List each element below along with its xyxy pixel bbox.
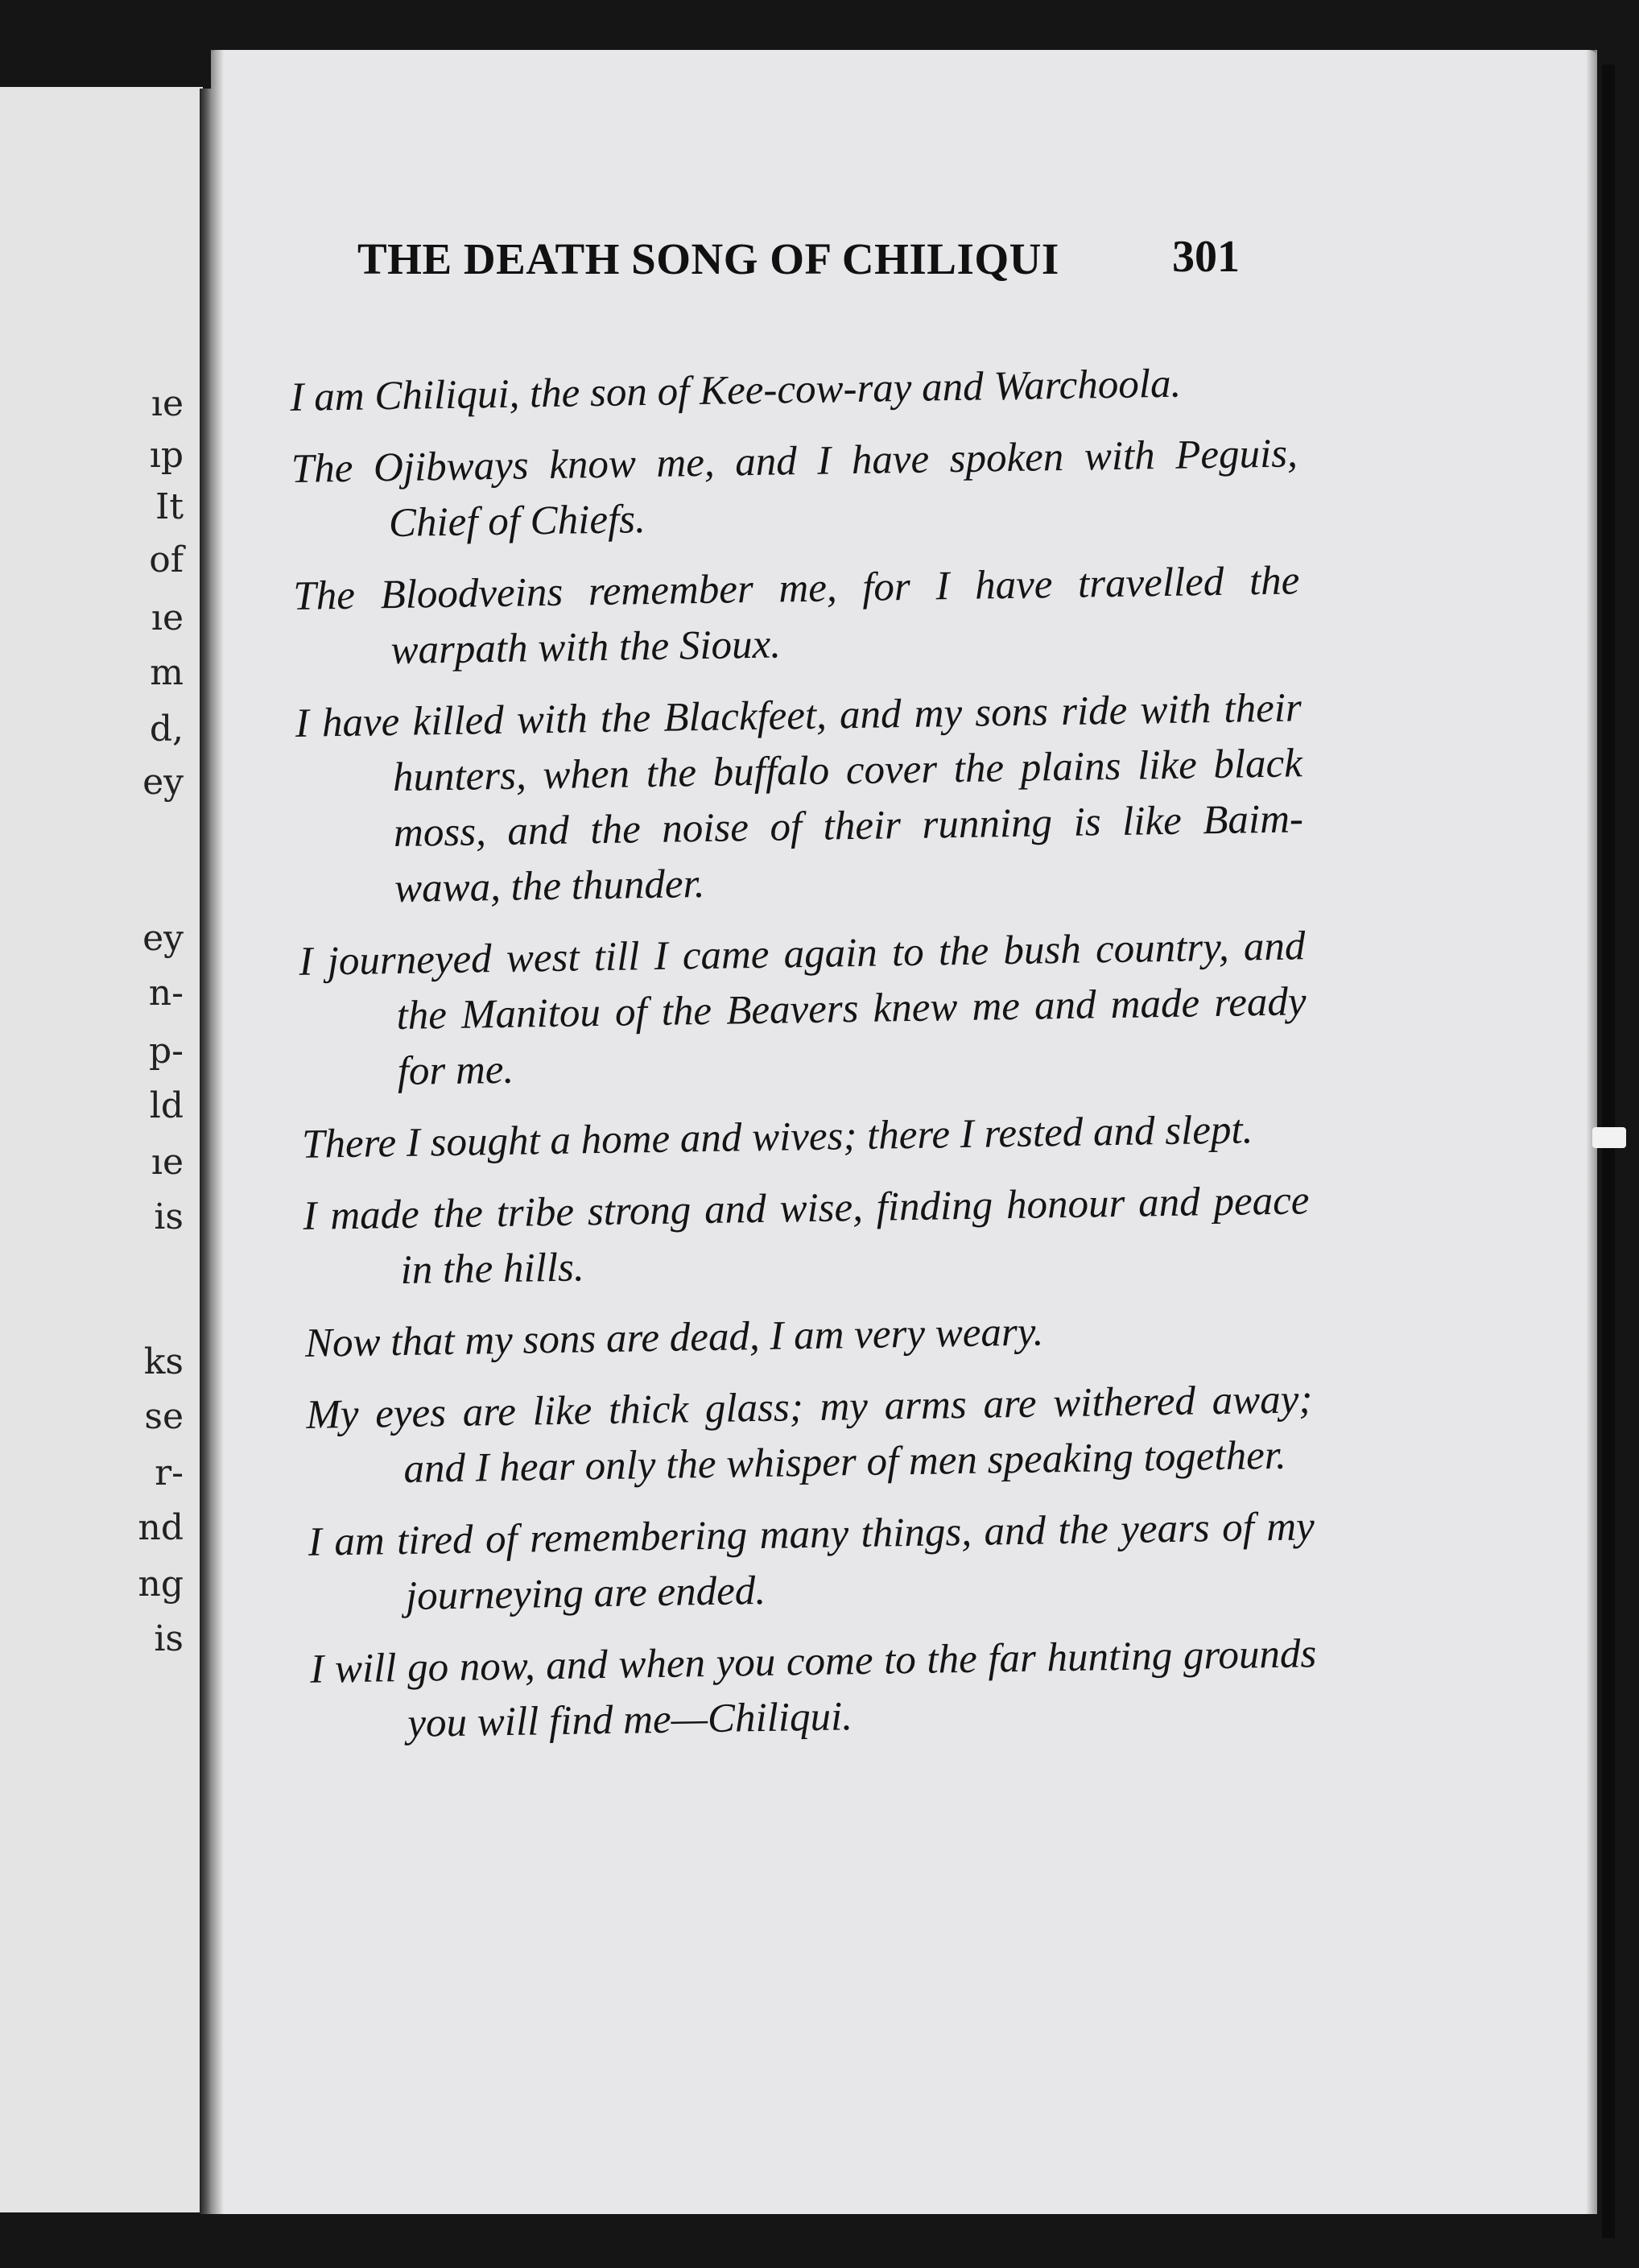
poem-stanza: The Bloodveins remember me, for I have travelled the warpath with the Sioux.: [292, 558, 1300, 674]
page-number: 301: [1172, 232, 1240, 282]
left-page-fragment: m: [150, 652, 184, 693]
poem-stanza: The Ojibways know me, and I have spoken with Peguis, Chief of Chiefs.: [291, 431, 1298, 547]
poem-stanza: My eyes are like thick glass; my arms are withered away; and I hear only the whisper of men speaking together.: [305, 1377, 1313, 1492]
left-page-fragment: ks: [143, 1341, 184, 1382]
left-page-fragment: r-: [155, 1452, 184, 1493]
left-page-fragment: ıe: [151, 597, 184, 638]
left-page-fragment: ıp: [149, 435, 184, 476]
previous-page-edge: [0, 87, 203, 2212]
scan-border: [1602, 64, 1615, 2238]
left-page-fragment: p-: [148, 1031, 184, 1072]
poem-stanza: There I sought a home and wives; there I rested and slept.: [301, 1107, 1253, 1167]
left-page-fragment: It: [155, 486, 184, 527]
left-page-fragment: of: [149, 539, 184, 580]
left-page-fragment: d,: [149, 708, 184, 750]
poem-body: [290, 354, 1318, 1769]
left-page-fragment: is: [154, 1196, 184, 1237]
poem-stanza: I have killed with the Blackfeet, and my sons ride with their hunters, when the buffalo cover the plains like black moss, and the noise of their running is like Baim-wawa, the thunder.: [295, 685, 1304, 912]
scan-mark: [1592, 1127, 1626, 1148]
poem-stanza: I am Chiliqui, the son of Kee-cow-ray and Warchoola.: [290, 361, 1182, 420]
left-page-fragment: is: [154, 1618, 184, 1659]
left-page-fragment: nd: [138, 1507, 184, 1548]
left-page-fragment: ıe: [151, 1142, 184, 1183]
page-shadow: [211, 50, 224, 2214]
left-page-fragment: se: [144, 1396, 184, 1437]
left-page-fragment: ıe: [151, 383, 184, 424]
running-head: THE DEATH SONG OF CHILIQUI: [357, 234, 1059, 283]
poem-stanza: Now that my sons are dead, I am very weary.: [304, 1309, 1044, 1366]
poem-stanza: I journeyed west till I came again to the bush country, and the Manitou of the Beavers knew me and made ready for me.: [299, 923, 1307, 1095]
poem-stanza: I made the tribe strong and wise, finding honour and peace in the hills.: [303, 1178, 1310, 1293]
left-page-fragment: ey: [142, 762, 184, 803]
left-page-fragment: n-: [148, 973, 184, 1014]
left-page-fragment: ey: [142, 918, 184, 959]
poem-stanza: I will go now, and when you come to the far hunting grounds you will find me—Chiliqui.: [309, 1631, 1317, 1746]
poem-stanza: I am tired of remembering many things, and the years of my journeying are ended.: [308, 1504, 1315, 1619]
left-page-fragment: ld: [149, 1085, 184, 1126]
left-page-fragment: ng: [138, 1564, 184, 1605]
